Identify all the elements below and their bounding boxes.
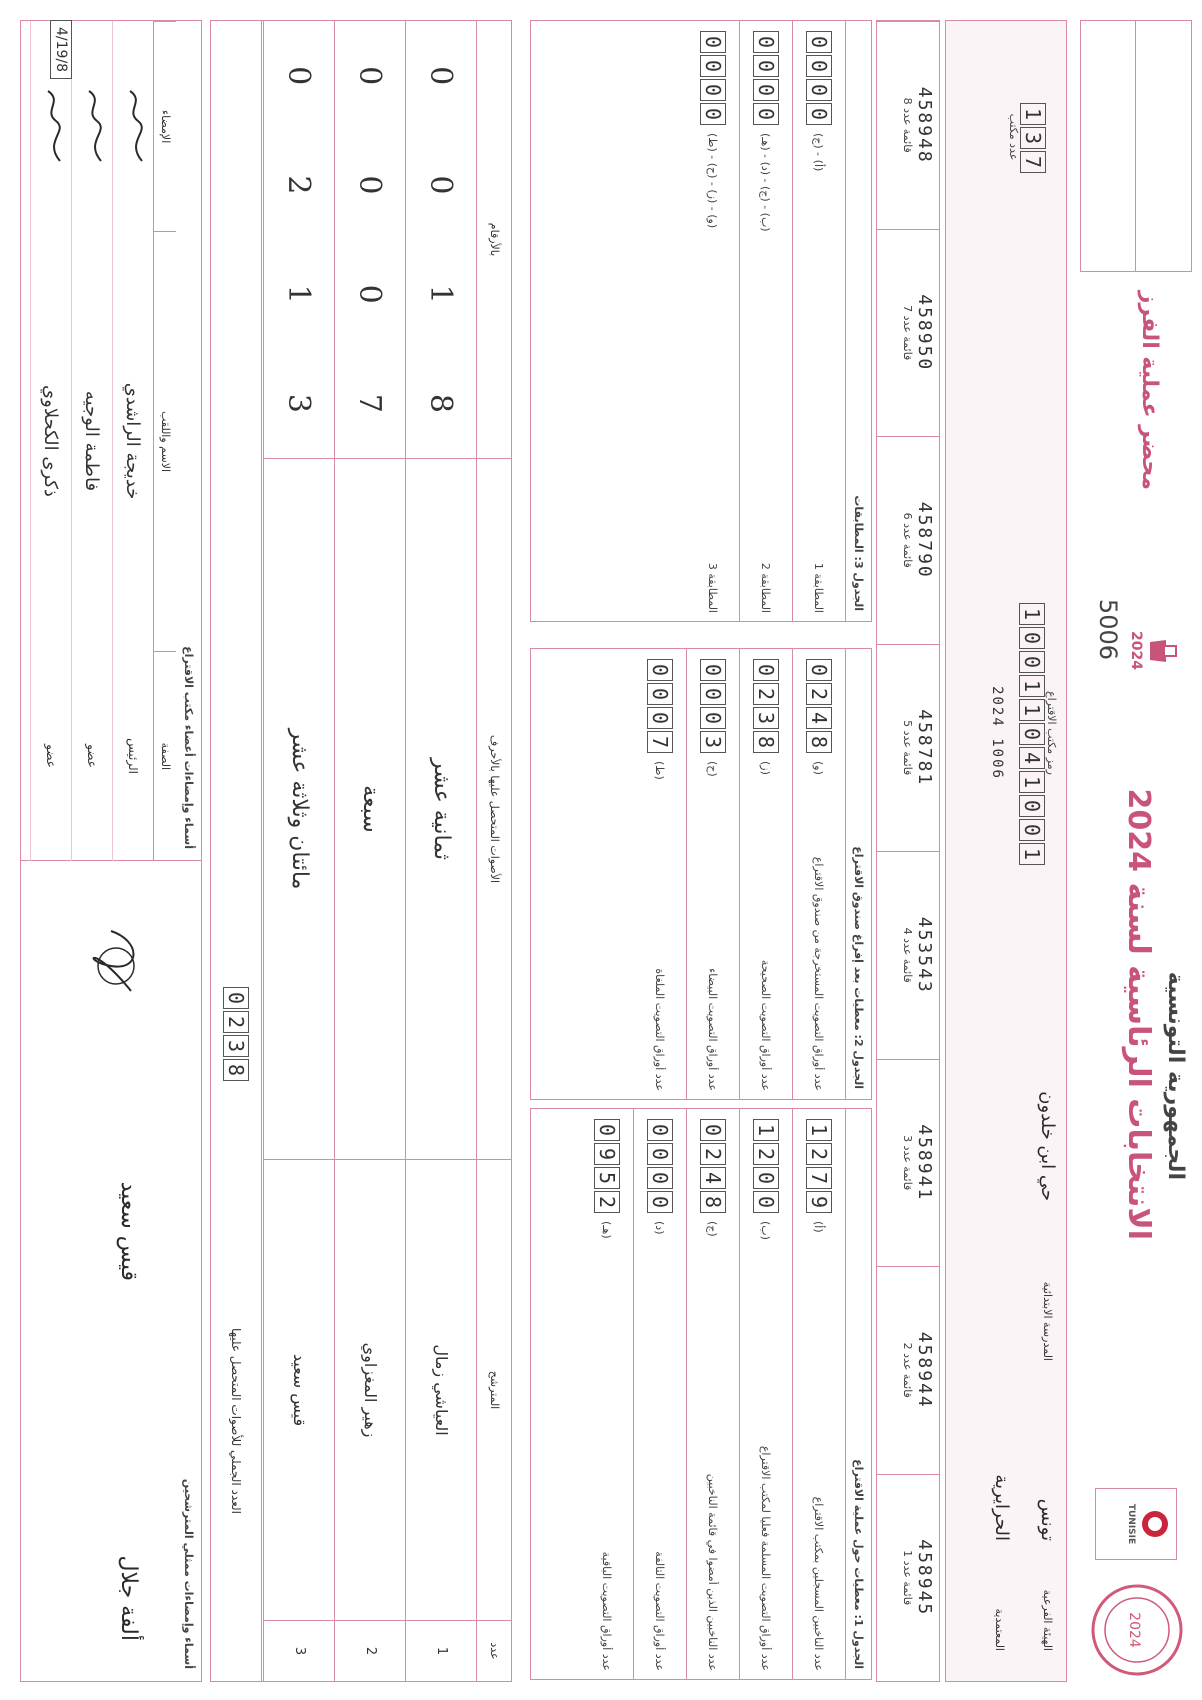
total-label: العدد الجملي للأصوات المتحصل عليها (229, 1328, 243, 1514)
candidate-row (405, 21, 476, 1681)
digit-box: 0 (806, 79, 832, 101)
digit-box: 7 (647, 731, 673, 753)
digit-box: 8 (753, 731, 779, 753)
row-boxes (700, 29, 726, 125)
digit-box: 0 (753, 103, 779, 125)
digit-box: 0 (753, 1167, 779, 1189)
candidate-digits (353, 21, 388, 458)
section3-row (740, 21, 793, 621)
digit-box: 2 (594, 1191, 620, 1213)
tally-cell (877, 436, 939, 644)
row-label: المطابقة 2 (759, 562, 773, 613)
total-digit-box: 8 (223, 1059, 249, 1081)
row-boxes (700, 657, 726, 753)
row-label: عدد أوراق التصويت الملغاة (653, 968, 667, 1091)
total-row (211, 21, 262, 1681)
tally-cell (877, 851, 939, 1059)
code-digit-box: 4 (1019, 747, 1045, 769)
tally-value: 458944 (914, 1331, 935, 1409)
legend-box (1080, 20, 1192, 272)
member-col-header: الإمضاء (154, 21, 176, 231)
digit-box: 0 (647, 1191, 673, 1213)
section1-rows (581, 1109, 846, 1679)
tally-label: قائمة عدد 1 (901, 1550, 914, 1606)
digit-box: 5 (594, 1167, 620, 1189)
member-row (112, 21, 153, 861)
row-mark: (ج) (706, 1221, 720, 1237)
col-digits: بالأرقام (488, 222, 501, 257)
row-mark: (د) (653, 1221, 667, 1235)
code-boxes (1019, 601, 1045, 865)
area-value: تونس (1037, 1498, 1058, 1541)
tally-cell (877, 1474, 939, 1682)
candidate-digits (424, 21, 459, 458)
delegation-label: المعتمدية (993, 1608, 1006, 1651)
election-code-label: رمز مكتب الاقتراع (1045, 691, 1058, 775)
digit-box: 0 (700, 683, 726, 705)
row-boxes (753, 1117, 779, 1213)
candidate-words: سبعة (335, 458, 405, 1159)
digit-box: 1 (806, 1119, 832, 1141)
member-name: ذكرى الكحلاوي (40, 385, 62, 497)
section2-row (634, 649, 687, 1099)
row-label: عدد أوراق التصويت الباقية (600, 1551, 614, 1671)
candidate-digit: 0 (281, 66, 317, 86)
tally-label: قائمة عدد 8 (901, 97, 914, 153)
candidates-table (210, 20, 512, 1682)
code-digit-box: 1 (1019, 675, 1045, 697)
code-digit-box: 0 (1019, 651, 1045, 673)
member-col-header: الصفة (154, 651, 176, 861)
member-role: عضو (44, 744, 58, 768)
center-value: حي ابن خلدون (1037, 1091, 1058, 1201)
row-mark: (أ) - (ج) (812, 133, 826, 172)
row-label: عدد أوراق التصويت الصحيحة (759, 959, 773, 1091)
digit-box: 8 (806, 731, 832, 753)
tally-value: 453543 (914, 916, 935, 994)
digit-box: 2 (753, 1143, 779, 1165)
office-count-label: عدد مكتب (1007, 113, 1020, 161)
digit-box: 0 (700, 55, 726, 77)
code-full: 2024 1006 (989, 686, 1005, 780)
logo-block (1095, 1488, 1177, 1560)
section2-row (793, 649, 846, 1099)
tally-label: قائمة عدد 4 (901, 927, 914, 983)
member-role: الرئيس (126, 738, 140, 774)
row-label: عدد أوراق التصويت التالفة (653, 1551, 667, 1671)
digit-box: 2 (806, 683, 832, 705)
location-bar (945, 20, 1067, 1682)
member-signature (75, 21, 109, 231)
section1-row (793, 1109, 846, 1679)
doc-number: 5006 (1094, 598, 1122, 660)
observer-name: ألفة جلال (116, 1555, 141, 1641)
code-digit-box: 1 (1019, 771, 1045, 793)
candidate-digit: 0 (352, 284, 388, 304)
candidate-digit: 7 (352, 393, 388, 413)
signatures-section (20, 20, 202, 1682)
digit-box: 0 (700, 79, 726, 101)
count-boxes (1020, 101, 1046, 173)
section1 (530, 1108, 872, 1680)
observer-signature (81, 921, 151, 1011)
tally-label: قائمة عدد 5 (901, 720, 914, 776)
row-boxes (647, 1117, 673, 1213)
tally-value: 458950 (914, 294, 935, 372)
candidate-rows (263, 21, 476, 1681)
tally-row (876, 20, 940, 1682)
row-boxes (700, 1117, 726, 1213)
count-digit-box: 3 (1020, 127, 1046, 149)
year-logo-text: 2024 (1128, 631, 1144, 670)
code-digit-box: 0 (1019, 723, 1045, 745)
section2-row (740, 649, 793, 1099)
code-digit-box: 0 (1019, 819, 1045, 841)
digit-box: 0 (647, 659, 673, 681)
section1-title: الجدول 1: معطيات حول عملية الاقتراع (852, 1459, 865, 1669)
digit-box: 8 (700, 1191, 726, 1213)
candidate-num: 1 (406, 1620, 476, 1681)
tally-cell (877, 229, 939, 437)
digit-box: 9 (594, 1143, 620, 1165)
tally-value: 458941 (914, 1124, 935, 1202)
tally-value: 458945 (914, 1539, 935, 1617)
election-title: الانتخابات الرئاسية لسنة 2024 (1121, 788, 1156, 1240)
row-mark: (هـ) (600, 1221, 614, 1239)
row-mark: (ح) (706, 761, 720, 777)
digit-box: 0 (806, 103, 832, 125)
digit-box: 0 (753, 659, 779, 681)
area-label: الهيئة الفرعية (1041, 1589, 1054, 1651)
digit-box: 4 (806, 707, 832, 729)
tally-cells (877, 21, 939, 1681)
members-title: أسماء وإمضاءات أعضاء مكتب الاقتراع (182, 646, 195, 849)
row-boxes (806, 657, 832, 753)
brand-label: TUNISIE (1126, 1503, 1136, 1545)
candidate-name: قيس سعيد (264, 1159, 334, 1620)
section3-row (687, 21, 740, 621)
section3-rows (687, 21, 846, 621)
row-label: عدد أوراق التصويت المستخرجة من صندوق الاقتراع (812, 856, 826, 1091)
total-boxes (223, 985, 249, 1081)
member-role: عضو (85, 744, 99, 768)
members-rows (30, 21, 153, 861)
count-digit-box: 7 (1020, 151, 1046, 173)
row-mark: (ز) (759, 761, 773, 775)
digit-box: 4 (700, 1167, 726, 1189)
header (1072, 0, 1202, 1700)
member-name: فاطمة الوجيه (81, 390, 103, 492)
total-digit-box: 3 (223, 1035, 249, 1057)
section2-rows (634, 649, 846, 1099)
digit-box: 1 (753, 1119, 779, 1141)
digit-box: 0 (647, 1167, 673, 1189)
digit-box: 2 (806, 1143, 832, 1165)
candidate-row (263, 21, 334, 1681)
col-words: الأصوات المتحصل عليها بالأحرف (477, 458, 511, 1159)
candidate-digit: 8 (423, 393, 459, 413)
row-boxes (753, 657, 779, 753)
candidates-header (476, 21, 511, 1681)
row-boxes (647, 657, 673, 753)
observer-title: أسماء وإمضاءات ممثلي المترشحين (182, 1478, 195, 1669)
observer-block (21, 860, 201, 1681)
digit-box: 0 (806, 55, 832, 77)
total-digit-box: 2 (223, 1011, 249, 1033)
candidate-num: 2 (335, 1620, 405, 1681)
member-name: خديجة الراشدي (122, 382, 144, 500)
section2-row (687, 649, 740, 1099)
digit-box: 0 (753, 79, 779, 101)
tally-label: قائمة عدد 3 (901, 1135, 914, 1191)
row-mark: (ب) - (ج) - (د) - (هـ) (759, 133, 773, 232)
digit-box: 0 (647, 683, 673, 705)
tally-value: 458781 (914, 709, 935, 787)
digit-box: 0 (594, 1119, 620, 1141)
tally-label: قائمة عدد 7 (901, 305, 914, 361)
col-num: عدد (477, 1620, 511, 1681)
stamp-number: 4/19/8 (50, 20, 72, 79)
section3-row (793, 21, 846, 621)
year-logo (1128, 631, 1178, 670)
candidate-digit: 0 (423, 66, 459, 86)
candidate-digit: 0 (352, 66, 388, 86)
section2-title: الجدول 2: معطيات بعد إفراغ صندوق الاقتراع (852, 846, 865, 1089)
digit-box: 9 (806, 1191, 832, 1213)
digit-box: 0 (700, 707, 726, 729)
digit-box: 0 (700, 659, 726, 681)
tally-label: قائمة عدد 2 (901, 1342, 914, 1398)
members-block (21, 21, 201, 861)
candidate-digit: 0 (423, 175, 459, 195)
observer-party: قيس سعيد (116, 1181, 141, 1281)
subtitle: محضر عملية الفرز (1137, 290, 1162, 490)
digit-box: 0 (700, 31, 726, 53)
code-digit-box: 1 (1019, 603, 1045, 625)
section2 (530, 648, 872, 1100)
count-digit-box: 1 (1020, 103, 1046, 125)
tally-value: 458948 (914, 86, 935, 164)
row-label: عدد أوراق التصويت البيضاء (706, 968, 720, 1091)
tally-label: قائمة عدد 6 (901, 512, 914, 568)
tally-cell (877, 1059, 939, 1267)
row-label: عدد الناخبين الذين أمضوا في قائمة الناخبين (706, 1473, 720, 1671)
svg-text:2024: 2024 (1126, 1612, 1142, 1648)
row-label: عدد الناخبين المسجلين بمكتب الاقتراع (812, 1496, 826, 1671)
candidate-digit: 1 (423, 284, 459, 304)
row-mark: (ط) (653, 761, 667, 780)
candidate-digit: 0 (352, 175, 388, 195)
total-digit-box: 0 (223, 987, 249, 1009)
row-boxes (753, 29, 779, 125)
member-row (30, 21, 71, 861)
flag-icon (1140, 1509, 1170, 1539)
digit-box: 2 (753, 683, 779, 705)
ballot-icon (1148, 636, 1178, 666)
code-digit-box: 0 (1019, 795, 1045, 817)
code-digit-box: 0 (1019, 627, 1045, 649)
row-boxes (806, 1117, 832, 1213)
section1-row (687, 1109, 740, 1679)
digit-box: 0 (806, 31, 832, 53)
members-header (153, 21, 176, 861)
tally-cell (877, 644, 939, 852)
candidate-name: العياشي زمال (406, 1159, 476, 1620)
row-mark: (و) (812, 761, 826, 775)
digit-box: 0 (647, 1119, 673, 1141)
tally-cell (877, 21, 939, 229)
member-row (71, 21, 112, 861)
section3 (530, 20, 872, 622)
delegation-value: الحرايرية (991, 1474, 1012, 1541)
row-label: عدد أوراق التصويت المسلمة فعليا لمكتب الاقتراع (759, 1445, 773, 1671)
candidate-words: ثمانية عشر (406, 458, 476, 1159)
digit-box: 7 (806, 1167, 832, 1189)
section1-row (740, 1109, 793, 1679)
member-col-header: الاسم واللقب (154, 231, 176, 651)
col-name: المترشح (477, 1159, 511, 1620)
center-label: المدرسة الابتدائية (1041, 1281, 1054, 1361)
row-boxes (594, 1117, 620, 1213)
digit-box: 0 (700, 1119, 726, 1141)
candidate-digits (282, 21, 317, 458)
row-label: المطابقة 1 (812, 562, 826, 613)
office-count (1007, 101, 1046, 173)
member-signature (116, 21, 150, 231)
digit-box: 0 (753, 31, 779, 53)
section1-row (634, 1109, 687, 1679)
digit-box: 0 (700, 103, 726, 125)
tally-value: 458790 (914, 501, 935, 579)
digit-box: 2 (700, 1143, 726, 1165)
digit-box: 0 (647, 1143, 673, 1165)
digit-box: 0 (806, 659, 832, 681)
candidate-digit: 3 (281, 393, 317, 413)
candidate-num: 3 (264, 1620, 334, 1681)
code-digit-box: 1 (1019, 843, 1045, 865)
digit-box: 0 (647, 707, 673, 729)
section1-row (581, 1109, 634, 1679)
row-mark: (ب) (759, 1221, 773, 1240)
row-label: المطابقة 3 (706, 562, 720, 613)
row-mark: (و) - (ز) - (ح) - (ط) (706, 133, 720, 229)
row-boxes (806, 29, 832, 125)
code-digit-box: 1 (1019, 699, 1045, 721)
candidate-name: زهير المغزاوي (335, 1159, 405, 1620)
digit-box: 0 (753, 1191, 779, 1213)
official-stamp (1087, 1580, 1187, 1680)
tally-cell (877, 1266, 939, 1474)
candidate-digit: 1 (281, 284, 317, 304)
republic-title: الجمهورية التونسية (1163, 971, 1188, 1180)
digit-box: 3 (700, 731, 726, 753)
candidate-digit: 2 (281, 175, 317, 195)
candidate-row (334, 21, 405, 1681)
digit-box: 0 (753, 55, 779, 77)
row-mark: (أ) (812, 1221, 826, 1233)
candidate-words: مائتان وثلاثة عشر (264, 458, 334, 1159)
digit-box: 3 (753, 707, 779, 729)
election-code (989, 601, 1058, 865)
section3-title: الجدول 3: المطابقات (852, 495, 865, 611)
